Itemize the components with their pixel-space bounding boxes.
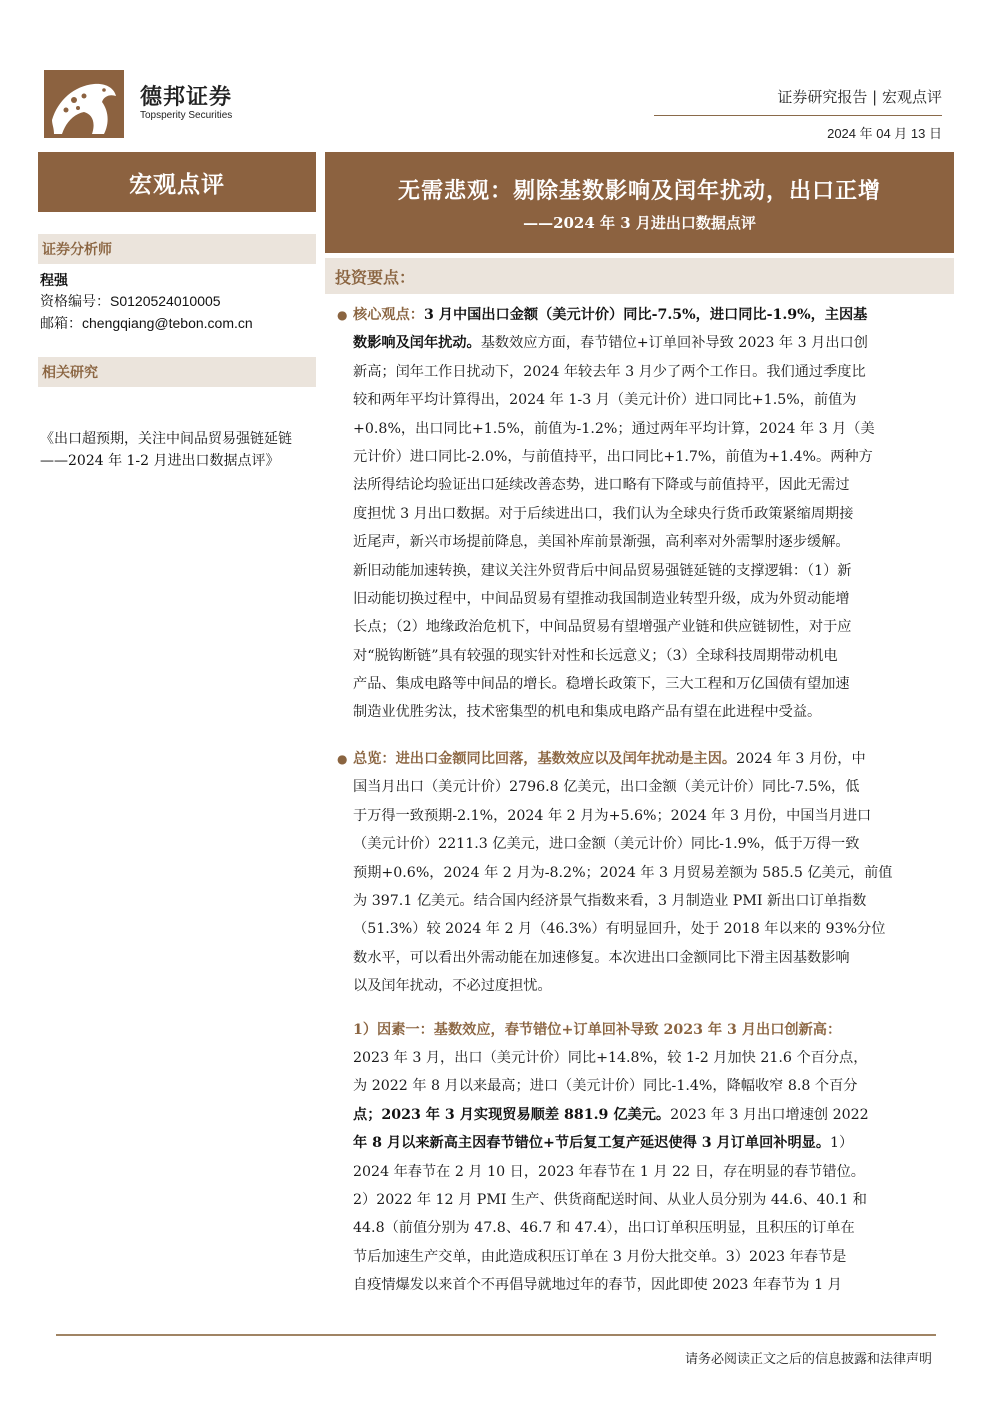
body-text: 1） bbox=[830, 1135, 854, 1152]
body-text: 近尾声，新兴市场提前降息，美国补库前景渐强，高利率对外需掣肘逐步缓解。 bbox=[353, 534, 850, 551]
body-text: +0.8%，出口同比+1.5%，前值为-1.2%；通过两年平均计算，2024 年 3 月（美 bbox=[353, 420, 875, 437]
body-text: 2023 年 3 月出口增速创 2022 bbox=[670, 1106, 869, 1123]
body-text: 较和两年平均计算得出，2024 年 1-3 月（美元计价）进口同比+1.5%，前值为 bbox=[353, 392, 857, 409]
text-line bbox=[353, 1271, 943, 1299]
analyst-name: 程强 bbox=[40, 273, 68, 289]
text-line bbox=[353, 557, 943, 585]
body-text: 国当月出口（美元计价）2796.8 亿美元，出口金额（美元计价）同比-7.5%，低 bbox=[353, 779, 860, 796]
category-banner: 宏观点评 bbox=[38, 152, 316, 212]
footer-divider bbox=[56, 1334, 936, 1336]
text-line bbox=[353, 1072, 943, 1100]
brand-logo bbox=[44, 70, 274, 140]
text-line bbox=[353, 1129, 943, 1157]
text-line bbox=[353, 301, 943, 329]
text-line bbox=[353, 915, 943, 943]
related-research-link[interactable]: 《出口超预期，关注中间品贸易强链延链——2024 年 1-2 月进出口数据点评》 bbox=[40, 431, 292, 469]
key-points-heading: 投资要点： bbox=[325, 258, 954, 294]
report-type: 证券研究报告 | 宏观点评 bbox=[777, 88, 942, 106]
license-label: 资格编号： bbox=[40, 294, 110, 310]
factor1-heading: 1）因素一：基数效应，春节错位+订单回补导致 2023 年 3 月出口创新高： bbox=[353, 1022, 842, 1038]
text-line bbox=[353, 1101, 943, 1129]
body-text: 对“脱钩断链”具有较强的现实针对性和长远意义；（3）全球科技周期带动机电 bbox=[353, 647, 838, 664]
report-date: 2024 年 04 月 13 日 bbox=[827, 126, 942, 141]
text-line bbox=[353, 1044, 943, 1072]
text-line bbox=[353, 642, 943, 670]
text-line bbox=[353, 329, 943, 357]
body-text: 新旧动能加速转换，建议关注外贸背后中间品贸易强链延链的支撑逻辑：（1）新 bbox=[353, 562, 852, 579]
brand-name-en: Topsperity Securities bbox=[140, 110, 233, 121]
report-title: 无需悲观：剔除基数影响及闰年扰动，出口正增 bbox=[397, 178, 881, 204]
text-line bbox=[353, 613, 943, 641]
report-subtitle: ——2024 年 3 月进出口数据点评 bbox=[523, 214, 756, 232]
body-text: （51.3%）较 2024 年 2 月（46.3%）有明显回升，处于 2018 年以来的 93%分位 bbox=[353, 921, 886, 938]
highlight-text: 核心观点： bbox=[353, 307, 424, 323]
body-text: 新高；闰年工作日扰动下，2024 年较去年 3 月少了两个工作日。我们通过季度比 bbox=[353, 363, 866, 380]
text-line bbox=[353, 698, 943, 726]
text-line bbox=[353, 528, 943, 556]
analyst-email bbox=[40, 313, 253, 333]
bullet-icon: ● bbox=[337, 308, 348, 322]
text-line bbox=[353, 830, 943, 858]
body-text: 以及闰年扰动，不必过度担忧。 bbox=[353, 978, 552, 995]
body-text: 基数效应方面，春节错位+订单回补导致 2023 年 3 月出口创 bbox=[480, 335, 868, 352]
highlight-text: 总览：进出口金额同比回落，基数效应以及闰年扰动是主因。 bbox=[353, 751, 737, 767]
text-line bbox=[353, 972, 943, 1000]
body-text: 于万得一致预期-2.1%，2024 年 2 月为+5.6%；2024 年 3 月份，中国当月进口 bbox=[353, 807, 872, 824]
body-text: 自疫情爆发以来首个不再倡导就地过年的春节，因此即使 2023 年春节为 1 月 bbox=[353, 1277, 842, 1294]
text-line bbox=[353, 802, 943, 830]
body-text: 2023 年 3 月，出口（美元计价）同比+14.8%，较 1-2 月加快 21.6 个百分点， bbox=[353, 1050, 868, 1066]
text-line bbox=[353, 386, 943, 414]
text-line bbox=[353, 670, 943, 698]
related-heading: 相关研究 bbox=[38, 357, 316, 387]
text-line bbox=[353, 415, 943, 443]
bullet-icon: ● bbox=[337, 752, 348, 766]
license-value: S0120524010005 bbox=[110, 293, 221, 309]
body-text: 节后加速生产交单，由此造成积压订单在 3 月份大批交单。3）2023 年春节是 bbox=[353, 1248, 847, 1265]
bold-text: 点；2023 年 3 月实现贸易顺差 881.9 亿美元。 bbox=[353, 1106, 671, 1123]
body-text: 产品、集成电路等中间品的增长。稳增长政策下，三大工程和万亿国债有望加速 bbox=[353, 676, 850, 693]
body-text: 元计价）进口同比-2.0%，与前值持平，出口同比+1.7%，前值为+1.4%。两种方 bbox=[353, 448, 873, 465]
body-text: 旧动能切换过程中，中间品贸易有望推动我国制造业转型升级，成为外贸动能增 bbox=[353, 590, 850, 607]
email-value[interactable]: chengqiang@tebon.com.cn bbox=[82, 315, 253, 331]
text-line bbox=[353, 944, 943, 972]
title-banner bbox=[325, 152, 954, 253]
body-text: 2024 年春节在 2 月 10 日，2023 年春节在 1 月 22 日，存在明显的春节错位。 bbox=[353, 1163, 865, 1180]
body-text: 法所得结论均验证出口延续改善态势，进口略有下降或与前值持平，因此无需过 bbox=[353, 477, 850, 494]
text-line bbox=[353, 887, 943, 915]
body-text: 2024 年 3 月份，中 bbox=[736, 751, 866, 767]
body-text: 数水平，可以看出外需动能在加速修复。本次进出口金额同比下滑主因基数影响 bbox=[353, 949, 850, 966]
analyst-heading: 证券分析师 bbox=[38, 234, 316, 264]
text-line bbox=[353, 585, 943, 613]
leopard-logo-icon bbox=[44, 70, 124, 138]
body-text: 44.8（前值分别为 47.8、46.7 和 47.4），出口订单积压明显，且积压的订单在 bbox=[353, 1220, 855, 1237]
bold-text: 年 8 月以来新高主因春节错位+节后复工复产延迟使得 3 月订单回补明显。 bbox=[353, 1135, 831, 1152]
text-line bbox=[353, 773, 943, 801]
body-text: （美元计价）2211.3 亿美元，进口金额（美元计价）同比-1.9%，低于万得一致 bbox=[353, 836, 860, 853]
body-text: 为 397.1 亿美元。结合国内经济景气指数来看，3 月制造业 PMI 新出口订单指数 bbox=[353, 892, 867, 909]
body-text: 制造业优胜劣汰，技术密集型的机电和集成电路产品有望在此进程中受益。 bbox=[353, 704, 822, 721]
body-text: 度担忧 3 月出口数据。对于后续进出口，我们认为全球央行货币政策紧缩周期接 bbox=[353, 505, 854, 522]
factor1-paragraph bbox=[353, 1044, 943, 1300]
text-line bbox=[353, 745, 943, 773]
text-line bbox=[353, 358, 943, 386]
text-line bbox=[353, 1214, 943, 1242]
overview-paragraph bbox=[353, 745, 943, 1001]
text-line bbox=[353, 1243, 943, 1271]
text-line bbox=[353, 471, 943, 499]
body-text: 长点；（2）地缘政治危机下，中间品贸易有望增强产业链和供应链韧性，对于应 bbox=[353, 619, 852, 636]
body-text: 预期+0.6%，2024 年 2 月为-8.2%；2024 年 3 月贸易差额为 585.5 亿美元，前值 bbox=[353, 864, 893, 881]
body-text: 为 2022 年 8 月以来最高；进口（美元计价）同比-1.4%，降幅收窄 8.8 个百分 bbox=[353, 1078, 858, 1095]
text-line bbox=[353, 500, 943, 528]
bold-text: 3 月中国出口金额（美元计价）同比-7.5%，进口同比-1.9%，主因基 bbox=[423, 307, 868, 323]
text-line bbox=[353, 859, 943, 887]
header-divider bbox=[654, 115, 942, 116]
core-view-paragraph bbox=[353, 301, 943, 727]
body-text: 2）2022 年 12 月 PMI 生产、供货商配送时间、从业人员分别为 44.6、40.1 和 bbox=[353, 1191, 867, 1208]
text-line bbox=[353, 443, 943, 471]
analyst-license bbox=[40, 291, 221, 311]
text-line bbox=[353, 1158, 943, 1186]
brand-name-cn: 德邦证券 bbox=[140, 85, 233, 110]
text-line bbox=[353, 1186, 943, 1214]
bold-text: 数影响及闰年扰动。 bbox=[353, 335, 481, 352]
footer-disclaimer: 请务必阅读正文之后的信息披露和法律声明 bbox=[684, 1352, 932, 1367]
email-label: 邮箱： bbox=[40, 316, 82, 332]
